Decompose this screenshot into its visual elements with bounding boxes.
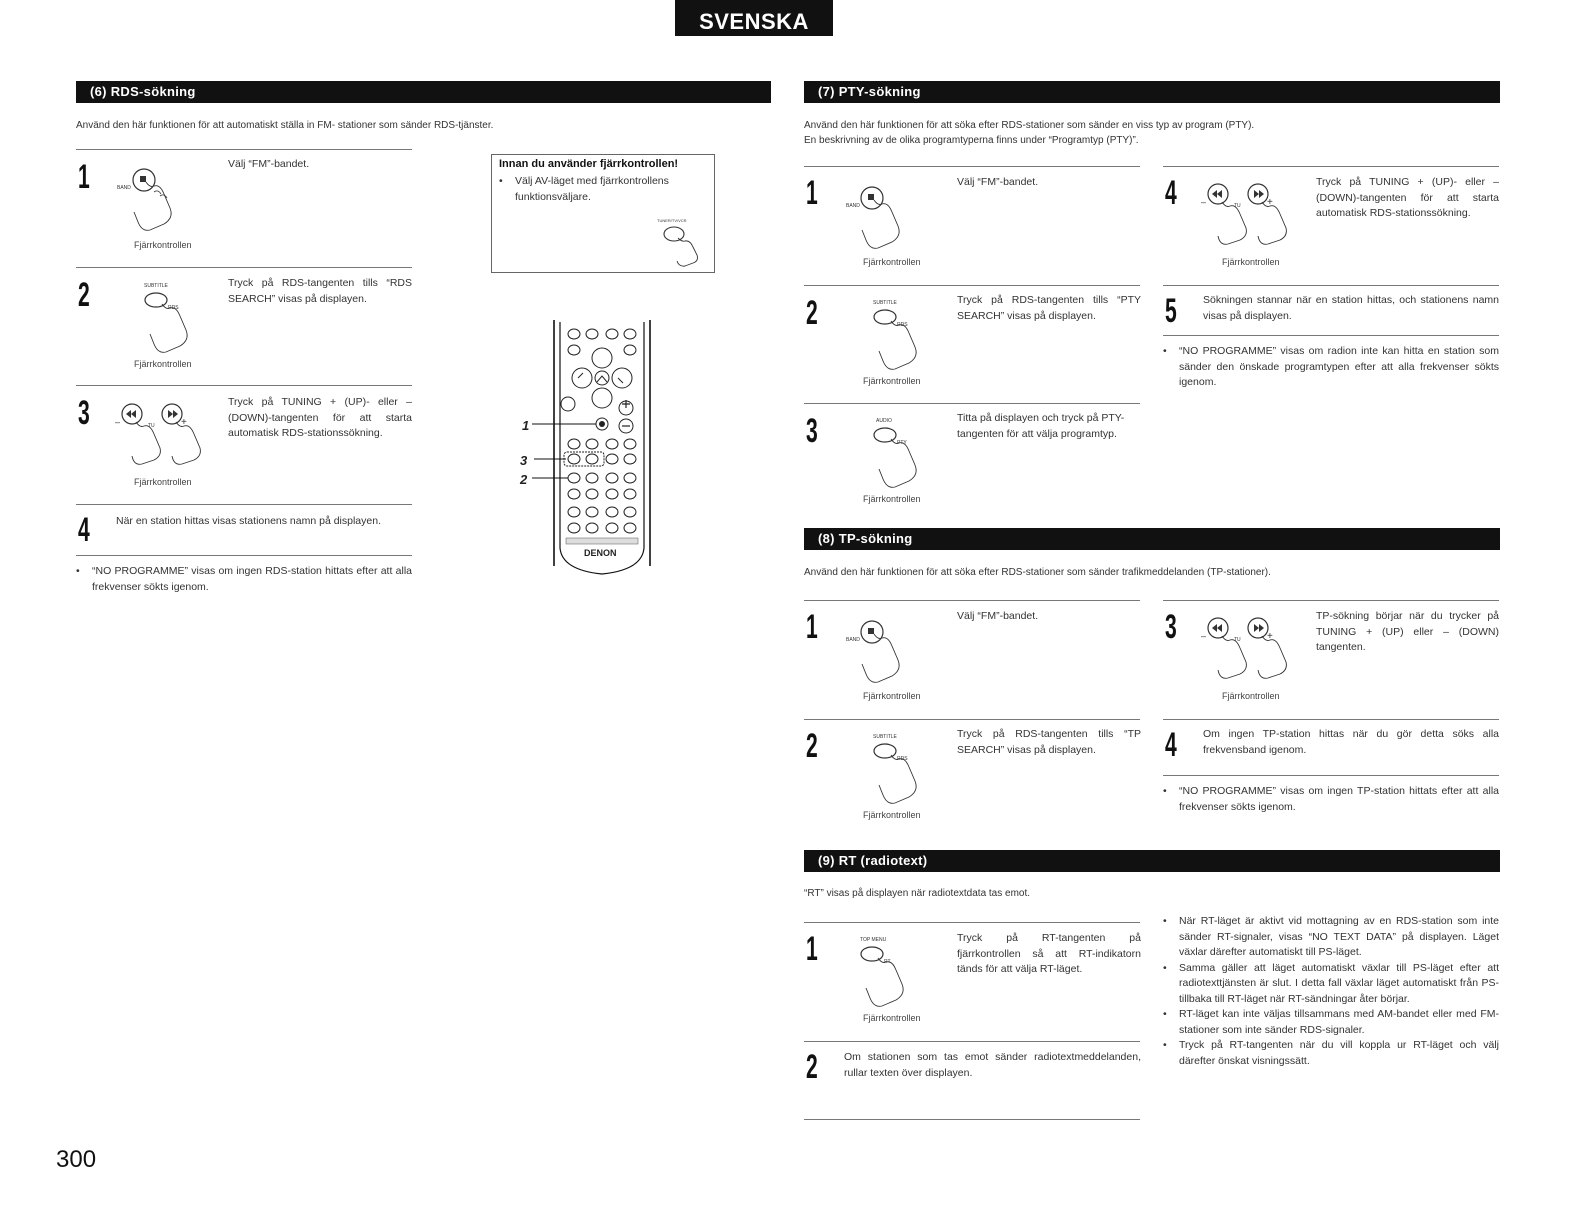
tuner-label: TUNER/TV/VCR <box>657 218 687 223</box>
info-box-title: Innan du använder fjärrkontrollen! <box>499 158 679 170</box>
callout-3: 3 <box>520 453 528 468</box>
plus-label: + <box>1267 197 1273 208</box>
info-box-list <box>499 174 689 205</box>
section-intro: Använd den här funktionen för att automatiskt ställa in FM- stationer som sänder RDS-tjänster. <box>76 120 494 131</box>
step-number: 1 <box>78 158 90 196</box>
tu-label: TU <box>1234 637 1241 643</box>
step-number: 4 <box>1165 174 1177 212</box>
divider <box>76 267 412 268</box>
step-text: Välj “FM”-bandet. <box>228 158 310 170</box>
divider <box>1163 775 1499 776</box>
divider <box>1163 285 1499 286</box>
note-item: • RT-läget kan inte väljas tillsammans med AM-bandet eller med FM-stationer som inte sänder RDS-signaler. <box>1163 1007 1499 1038</box>
step-text: Tryck på RT-tangenten på fjärrkontrollen så att RT-indikatorn tänds för att välja RT-läget. <box>957 932 1141 975</box>
step-number: 3 <box>78 394 90 432</box>
divider <box>1163 335 1499 336</box>
remote-brand: DENON <box>584 548 617 558</box>
band-label: BAND <box>117 185 131 191</box>
rds-label: RDS <box>897 322 908 328</box>
section-intro: En beskrivning av de olika programtyperna finns under “Programtyp (PTY)”. <box>804 135 1139 146</box>
rds-button-hand-illustration <box>871 305 941 367</box>
remote-caption: Fjärrkontrollen <box>863 691 921 701</box>
remote-control-illustration <box>520 318 660 584</box>
step-number: 1 <box>806 930 818 968</box>
pty-label: PTY <box>897 440 907 446</box>
step-text: Tryck på RDS-tangenten tills “TP SEARCH” visas på displayen. <box>957 728 1141 756</box>
plus-label: + <box>181 417 187 428</box>
rt-label: RT <box>884 959 891 965</box>
step-text: Titta på displayen och tryck på PTY-tangenten för att välja programtyp. <box>957 412 1125 440</box>
divider <box>1163 719 1499 720</box>
note-item: • När RT-läget är aktivt vid mottagning av en RDS-station som inte sänder RT-signaler, visas “NO TEXT DATA” på displayen. Läget växlar därefter automatiskt till PS-läget. <box>1163 914 1499 961</box>
note-list <box>76 564 412 595</box>
band-label: BAND <box>846 637 860 643</box>
step-number: 3 <box>806 412 818 450</box>
remote-caption: Fjärrkontrollen <box>863 1013 921 1023</box>
rds-label: RDS <box>897 756 908 762</box>
step-number: 2 <box>806 727 818 765</box>
divider <box>804 166 1140 167</box>
audio-label: AUDIO <box>876 418 892 424</box>
divider <box>1163 166 1499 167</box>
step-number: 4 <box>1165 726 1177 764</box>
note-list <box>1163 784 1499 815</box>
remote-caption: Fjärrkontrollen <box>863 376 921 386</box>
rds-button-hand-illustration <box>142 288 212 350</box>
function-selector-hand-illustration <box>662 224 712 264</box>
divider <box>804 285 1140 286</box>
subtitle-label: SUBTITLE <box>144 283 168 289</box>
step-text: Tryck på TUNING + (UP)- eller – (DOWN)-tangenten för att starta automatisk RDS-stationssökning. <box>228 396 412 439</box>
step-number: 2 <box>806 1048 818 1086</box>
section-intro: Använd den här funktionen för att söka efter RDS-stationer som sänder en viss typ av program (PTY). <box>804 120 1255 131</box>
note-list <box>1163 344 1499 391</box>
band-button-hand-illustration <box>118 162 198 234</box>
step-number: 3 <box>1165 608 1177 646</box>
divider <box>804 600 1140 601</box>
note-item: • “NO PROGRAMME” visas om ingen RDS-station hittats efter att alla frekvenser sökts igenom. <box>76 564 412 595</box>
remote-caption: Fjärrkontrollen <box>863 810 921 820</box>
step-text: TP-sökning börjar när du trycker på TUNING + (UP) eller – (DOWN) tangenten. <box>1316 610 1499 653</box>
page-number: 300 <box>56 1146 97 1173</box>
language-tab: SVENSKA <box>675 0 833 36</box>
step-number: 5 <box>1165 292 1177 330</box>
remote-caption: Fjärrkontrollen <box>1222 691 1280 701</box>
step-text: Tryck på TUNING + (UP)- eller – (DOWN)-tangenten för att starta automatisk RDS-stationssökning. <box>1316 176 1499 219</box>
callout-1: 1 <box>522 418 530 433</box>
note-item: • “NO PROGRAMME” visas om ingen TP-station hittats efter att alla frekvenser sökts igenom. <box>1163 784 1499 815</box>
section-intro: Använd den här funktionen för att söka efter RDS-stationer som sänder trafikmeddelanden (TP-stationer). <box>804 567 1271 578</box>
rt-button-hand-illustration <box>858 942 928 1004</box>
remote-caption: Fjärrkontrollen <box>134 240 192 250</box>
divider <box>804 1119 1140 1120</box>
section-header-rds-search: (6) RDS-sökning <box>76 81 771 103</box>
minus-label: – <box>1201 197 1207 207</box>
callout-2: 2 <box>520 472 528 487</box>
step-number: 2 <box>78 276 90 314</box>
remote-caption: Fjärrkontrollen <box>1222 257 1280 267</box>
step-text: När en station hittas visas stationens namn på displayen. <box>116 515 381 527</box>
step-number: 1 <box>806 608 818 646</box>
section-header-pty-search: (7) PTY-sökning <box>804 81 1500 103</box>
band-button-hand-illustration <box>846 180 926 252</box>
note-list <box>1163 914 1499 1069</box>
section-header-radiotext: (9) RT (radiotext) <box>804 850 1500 872</box>
note-item: • Tryck på RT-tangenten när du vill koppla ur RT-läget och välj därefter önskat visningssätt. <box>1163 1038 1499 1069</box>
step-number: 2 <box>806 294 818 332</box>
divider <box>804 719 1140 720</box>
step-text: Välj “FM”-bandet. <box>957 176 1039 188</box>
step-text: Tryck på RDS-tangenten tills “PTY SEARCH” visas på displayen. <box>957 294 1141 322</box>
divider <box>804 922 1140 923</box>
rds-button-hand-illustration <box>871 739 941 801</box>
note-item: • Samma gäller att läget automatiskt växlar till PS-läget efter att radiotexttjänsten är slut. I detta fall växlar läget automatiskt från PS- tillbaka till RT-läget när RT-sändningar åter börjar. <box>1163 961 1499 1008</box>
section-header-tp-search: (8) TP-sökning <box>804 528 1500 550</box>
rds-label: RDS <box>168 305 179 311</box>
section-intro: “RT” visas på displayen när radiotextdata tas emot. <box>804 888 1031 899</box>
tuning-buttons-hand-illustration <box>114 400 224 470</box>
top-menu-label: TOP MENU <box>860 937 887 943</box>
pty-button-hand-illustration <box>871 423 941 485</box>
step-number: 4 <box>78 511 90 549</box>
step-text: Om ingen TP-station hittas när du gör detta söks alla frekvensband igenom. <box>1203 728 1499 756</box>
band-label: BAND <box>846 203 860 209</box>
remote-caption: Fjärrkontrollen <box>863 494 921 504</box>
divider <box>76 504 412 505</box>
step-number: 1 <box>806 174 818 212</box>
step-text: Om stationen som tas emot sänder radiotextmeddelanden, rullar texten över displayen. <box>844 1051 1141 1079</box>
tuning-buttons-hand-illustration <box>1200 614 1310 684</box>
divider <box>804 1041 1140 1042</box>
remote-caption: Fjärrkontrollen <box>134 359 192 369</box>
plus-label: + <box>1267 631 1273 642</box>
remote-caption: Fjärrkontrollen <box>134 477 192 487</box>
tuning-buttons-hand-illustration <box>1200 180 1310 250</box>
divider <box>76 149 412 150</box>
divider <box>76 555 412 556</box>
band-button-hand-illustration <box>846 614 926 686</box>
minus-label: – <box>1201 631 1207 641</box>
note-item: • “NO PROGRAMME” visas om radion inte kan hitta en station som sänder den önskade programtypen efter att alla frekvenser sökts igenom. <box>1163 344 1499 391</box>
info-box-item: • Välj AV-läget med fjärrkontrollens funktionsväljare. <box>499 174 689 205</box>
divider <box>76 385 412 386</box>
divider <box>804 403 1140 404</box>
tu-label: TU <box>148 423 155 429</box>
subtitle-label: SUBTITLE <box>873 734 897 740</box>
divider <box>1163 600 1499 601</box>
tu-label: TU <box>1234 203 1241 209</box>
minus-label: – <box>115 417 121 427</box>
step-text: Välj “FM”-bandet. <box>957 610 1039 622</box>
remote-caption: Fjärrkontrollen <box>863 257 921 267</box>
step-text: Tryck på RDS-tangenten tills “RDS SEARCH” visas på displayen. <box>228 277 412 305</box>
subtitle-label: SUBTITLE <box>873 300 897 306</box>
step-text: Sökningen stannar när en station hittas, och stationens namn visas på displayen. <box>1203 294 1499 322</box>
